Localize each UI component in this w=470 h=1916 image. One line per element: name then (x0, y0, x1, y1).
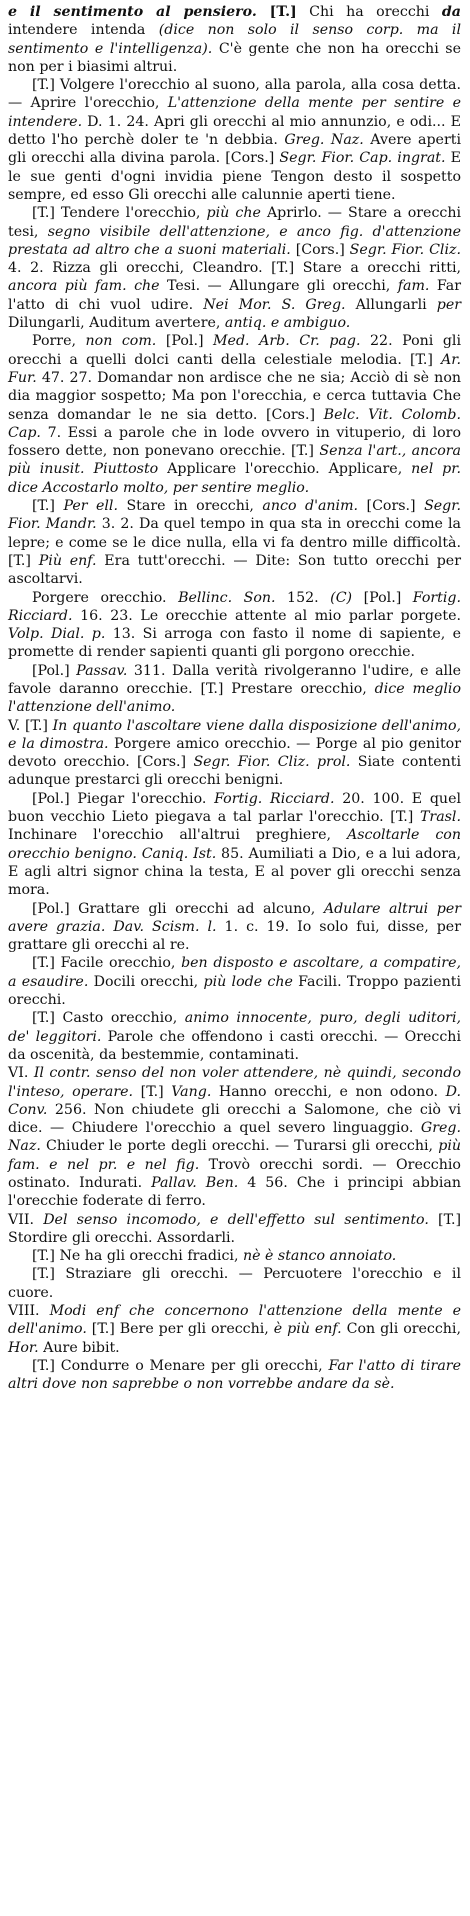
text-run: D. Conv. (8, 1083, 461, 1118)
text-run: Dilungarli, Auditum avertere, (8, 315, 225, 332)
text-run: Per ell. (63, 498, 118, 515)
text-run: (C) (330, 589, 353, 606)
text-run: [Pol.] Piegar l'orecchio. (32, 790, 215, 807)
text-run: 256. Non chiudete gli orecchi a Salomone, che ciò vi dice. — Chiudere l'orecchio a quel severo linguaggio. (8, 1101, 461, 1137)
entry-paragraph (8, 332, 461, 497)
text-run: è più enf. (273, 1321, 342, 1338)
text-run: [Pol.] (352, 589, 413, 606)
text-run: anco d'anim. (262, 498, 359, 515)
text-run: Far l'atto di tirare altri dove non saprebbe o non vorrebbe andare da sè. (8, 1357, 461, 1393)
text-run: 152. (275, 589, 331, 606)
entry-paragraph (8, 589, 461, 662)
text-run: Chiuder le porte degli orecchi. — Turarsi gli orecchi, (40, 1138, 439, 1155)
text-run: VI. (8, 1065, 34, 1082)
text-run: Hanno orecchi, e non odono. (211, 1083, 446, 1100)
text-run: 20. 100. E quel buon vecchio Lieto piegava a tal parlar l'orecchio. [T.] (8, 790, 462, 826)
text-run: e il sentimento al pensiero. (8, 4, 270, 20)
text-run: Segr. Fior. Mandr. (8, 498, 461, 533)
text-run: In quanto l'ascoltare viene dalla disposizione dell'animo, e la dimostra. (8, 717, 462, 752)
text-run: 13. Si arroga con fasto il nome di sapiente, e promette di render sapienti quanti gli porgono orecchie. (8, 626, 461, 661)
text-run: 16. 23. Le orecchie attente al mio parlar porgete. (72, 607, 461, 624)
text-run: Pallav. Ben. (151, 1175, 239, 1191)
entry-paragraph (8, 1247, 461, 1265)
text-run: dice meglio l'attenzione dell'animo. (8, 680, 461, 716)
text-run: (dice non solo il senso corp. ma il sentimento e l'intelligenza). (8, 22, 461, 57)
text-run: [T.] Ne ha gli orecchi fradici, (32, 1248, 243, 1265)
entry-paragraph (8, 76, 461, 204)
text-run: Ascoltarle con orecchio benigno. Caniq. Ist. (8, 827, 461, 862)
text-run: [T.] (32, 498, 64, 515)
text-run: più che (206, 205, 261, 222)
text-run: non com. (85, 333, 157, 350)
text-run: Senza l'art., ancora più inusit. Piuttosto (8, 443, 461, 478)
text-run: [Pol.] Grattare gli orecchi ad alcuno, (32, 900, 324, 917)
text-run: fam. (397, 278, 430, 295)
text-run: D. 1. 24. Apri gli orecchi al mio annunzio, e odi... E detto l'ho perchè doler te 'n debbia. (8, 113, 461, 149)
text-run: [T.] (133, 1083, 172, 1100)
text-run: 311. Dalla verità rivolgeranno l'udire, e alle favole daranno orecchie. [T.] Prestare orecchio, (8, 662, 462, 697)
text-run: da (441, 4, 461, 20)
text-run: Vang. (171, 1083, 212, 1100)
text-run: Con gli orecchi, (341, 1321, 461, 1338)
text-run: Del senso incomodo, e dell'effetto sul sentimento. (43, 1211, 429, 1228)
text-run: [T.] (269, 4, 297, 20)
text-run: Fortig. Ricciard. (8, 589, 461, 624)
entry-paragraph (8, 1357, 461, 1394)
text-run: Nei Mor. S. Greg. (203, 296, 346, 313)
text-run: ancora più fam. che (8, 278, 160, 295)
text-run: Chi ha orecchi (296, 4, 442, 20)
text-run: Adulare altrui per avere grazia. Dav. Scism. l. (8, 900, 461, 935)
text-run: Stare in orecchi, (117, 498, 263, 515)
text-run: Avere aperti gli orecchi alla divina parola. [Cors.] (8, 132, 461, 167)
text-run: Passav. (76, 662, 128, 679)
text-run: animo innocente, puro, degli uditori, de' leggitori. (8, 1010, 461, 1045)
text-run: Volp. Dial. p. (8, 626, 106, 643)
text-run: [T.] Tendere l'orecchio, (32, 205, 207, 222)
text-run: C'è gente che non ha orecchi se non per i biasimi altrui. (8, 40, 461, 75)
text-run: 85. Aumiliati a Dio, e a lui adora, E agli altri signor china la testa, E al pover gli orecchi senza mora. (8, 845, 461, 899)
text-run: 47. 27. Domandar non ardisce che ne sia; Acciò di sè non dia maggior sospetto; Ma pon l'orecchia, e cerca tuttavia Che senza domandar le ne sia detto. [Cors.] (8, 369, 461, 423)
text-run: antiq. e ambiguo. (224, 315, 351, 332)
text-run: 1. c. 19. Io solo fui, disse, per grattare gli orecchi al re. (8, 918, 461, 954)
text-run: VIII. (8, 1303, 50, 1320)
text-run: Far l'atto di chi vuol udire. (8, 278, 461, 313)
text-column (8, 3, 461, 1394)
entry-paragraph (8, 497, 461, 588)
text-run: Greg. Naz. (284, 132, 364, 149)
text-run: [Cors.] (358, 498, 425, 515)
text-run: 4. 2. Rizza gli orecchi, Cleandro. [T.] Stare a orecchi ritti, (8, 260, 461, 277)
entry-paragraph (8, 900, 461, 955)
text-run: Siate contenti adunque prestarci gli orecchi benigni. (8, 754, 462, 789)
text-run: 7. Essi a parole che in lode ovvero in vituperio, di loro fossero dette, non ponevano orecchie. [T.] (8, 424, 461, 460)
text-run: [T.] Condurre o Menare per gli orecchi, (32, 1357, 329, 1374)
text-run: Il contr. senso del non voler attendere, nè quindi, secondo l'inteso, operare. (8, 1065, 461, 1100)
entry-paragraph (8, 662, 461, 717)
text-run: Inchinare l'orecchio all'altrui preghiere, (8, 827, 347, 844)
text-run: [T.] Stordire gli orecchi. Assordarli. (8, 1211, 461, 1246)
text-run: Parole che offendono i casti orecchi. — Orecchi da oscenità, da bestemmie, contaminati. (8, 1028, 461, 1063)
text-run: [Cors.] (290, 241, 350, 258)
text-run: Facili. Troppo pazienti orecchi. (8, 973, 461, 1009)
text-run: [T.] Straziare gli orecchi. — Percuotere l'orecchio e il cuore. (8, 1266, 461, 1301)
text-run: Hor. (8, 1339, 39, 1356)
text-run: Segr. Fior. Cap. ingrat. (279, 150, 446, 167)
text-run: nel pr. dice Accostarlo molto, per sentire meglio. (8, 461, 461, 496)
text-run: [T.] Volgere l'orecchio al suono, alla parola, alla cosa detta. — Aprire l'orecchio, (8, 77, 461, 112)
text-run: Aprirlo. — Stare a orecchi tesi, (8, 205, 462, 240)
text-run: [T.] Bere per gli orecchi, (86, 1321, 274, 1338)
text-run: Docili orecchi, (88, 973, 204, 990)
text-run: 4 56. Che i principi abbian l'orecchie foderate di ferro. (8, 1175, 461, 1210)
text-run: [Pol.] (156, 333, 214, 350)
text-run: Segr. Fior. Cliz. (349, 241, 461, 258)
text-run: ben disposto e ascoltare, a compatire, a esaudire. (8, 955, 461, 990)
text-run: Belc. Vit. Colomb. Cap. (8, 406, 461, 441)
text-run: Aure bibit. (38, 1339, 120, 1356)
text-run: [T.] Facile orecchio, (32, 955, 182, 972)
text-run: Bellinc. Son. (178, 589, 276, 606)
text-run: 22. Poni gli orecchi a quelli dolci canti della celestiale melodia. [T.] (8, 333, 462, 368)
text-run: E le sue genti d'ogni invidia piene Tengon desto il sospetto sempre, ed esso Gli orecchi alle calunnie aperti tiene. (8, 150, 461, 203)
text-run: Porgere amico orecchio. — Porge al pio genitor devoto orecchio. [Cors.] (8, 735, 461, 771)
text-run: [Pol.] (32, 662, 77, 679)
entry-paragraph (8, 204, 461, 332)
text-run: più fam. e nel pr. e nel fig. (8, 1138, 461, 1173)
text-run: nè è stanco annoiato. (242, 1248, 397, 1265)
text-run: V. [T.] (8, 717, 53, 734)
entry-paragraph (8, 717, 461, 790)
text-run: Ar. Fur. (8, 351, 461, 386)
text-run: Porre, (32, 333, 86, 350)
entry-paragraph (8, 3, 461, 76)
text-run: Med. Arb. Cr. pag. (213, 333, 361, 350)
entry-paragraph (8, 790, 461, 900)
text-run: Fortig. Ricciard. (214, 790, 335, 807)
text-run: Allungarli (345, 296, 437, 313)
text-run: Più enf. (38, 552, 97, 569)
text-run: Greg. Naz. (8, 1120, 461, 1155)
entry-paragraph (8, 1064, 461, 1210)
text-run: Segr. Fior. Cliz. prol. (193, 754, 351, 771)
text-run: Applicare l'orecchio. Applicare, (158, 461, 412, 478)
entry-paragraph (8, 1009, 461, 1064)
entry-paragraph (8, 1302, 461, 1357)
entry-paragraph (8, 1211, 461, 1248)
text-run: segno visibile dell'attenzione, e anco fig. d'attenzione prestata ad altro che a suoni materiali. (8, 223, 461, 258)
text-run: intendere intenda (8, 22, 159, 39)
text-run: [T.] Casto orecchio, (32, 1010, 185, 1027)
text-run: 3. 2. Da quel tempo in qua sta in orecchi come la lepre; e come se le dice nulla, ella vi fa dentro mille difficoltà. [T.] (8, 516, 461, 569)
text-run: per (436, 296, 462, 313)
text-run: Era tutt'orecchi. — Dite: Son tutto orecchi per ascoltarvi. (8, 552, 461, 588)
text-run: L'attenzione della mente per sentire e intendere. (8, 95, 461, 130)
text-run: VII. (8, 1211, 44, 1228)
entry-paragraph (8, 1265, 461, 1302)
text-run: Modi enf che concernono l'attenzione della mente e dell'animo. (8, 1303, 461, 1338)
text-run: più lode che (203, 973, 293, 990)
entry-paragraph (8, 954, 461, 1009)
text-run: Trasl. (419, 809, 461, 826)
text-run: Porgere orecchio. (32, 589, 179, 606)
text-run: Trovò orecchi sordi. — Orecchio ostinato. Indurati. (8, 1156, 461, 1191)
text-run: Tesi. — Allungare gli orecchi, (159, 278, 398, 295)
